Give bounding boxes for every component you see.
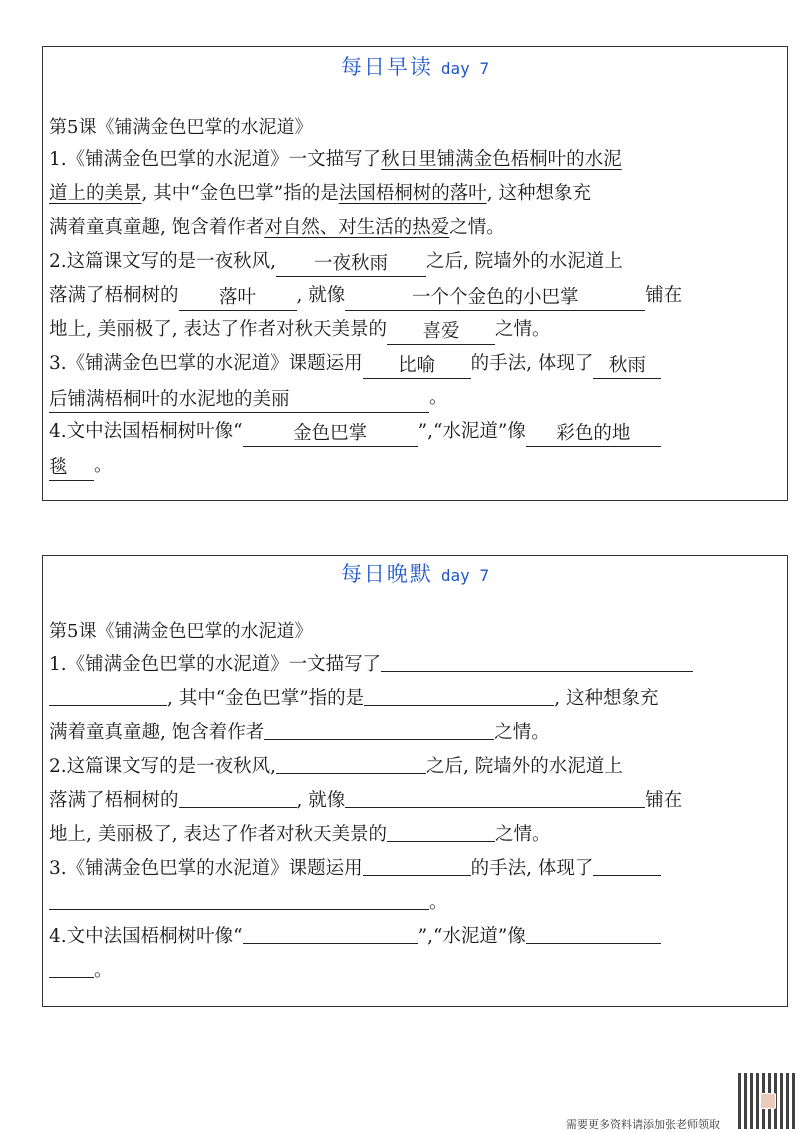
morning-day: day 7 (440, 59, 490, 78)
blank-field[interactable] (381, 648, 693, 672)
morning-reading-box (42, 46, 788, 501)
evening-q1-line3: 满着童真童趣, 饱含着作者 之情。 (49, 716, 781, 750)
answer: 一夜秋雨 (276, 253, 426, 277)
answer: 道上的美景 (49, 183, 142, 204)
evening-lesson: 第5课《铺满金色巴掌的水泥道》 (49, 621, 313, 642)
answer: 彩色的地 (526, 423, 661, 447)
answer: 对自然、对生活的热爱 (264, 217, 450, 238)
morning-q2-line2: 落满了梧桐树的 落叶 , 就像 一个个金色的小巴掌 铺在 (49, 279, 781, 313)
blank-field[interactable] (387, 818, 495, 842)
evening-q3-line1: 3.《铺满金色巴掌的水泥道》课题运用 的手法, 体现了 (49, 852, 781, 886)
answer: 比喻 (363, 355, 471, 379)
evening-q3-line2: 。 (49, 886, 781, 920)
blank-field[interactable] (243, 920, 418, 944)
blank-field[interactable] (363, 852, 471, 876)
avatar (760, 1093, 776, 1109)
blank-field[interactable] (593, 852, 661, 876)
answer: 一个个金色的小巴掌 (345, 287, 645, 311)
qr-code-icon[interactable] (738, 1073, 798, 1129)
morning-q1-line1: 1.《铺满金色巴掌的水泥道》一文描写了秋日里铺满金色梧桐叶的水泥 (49, 149, 622, 170)
evening-q4-line1: 4.文中法国梧桐树叶像“ ”,“水泥道”像 (49, 920, 781, 954)
morning-q2-line3: 地上, 美丽极了, 表达了作者对秋天美景的 喜爱 之情。 (49, 313, 781, 347)
blank-field[interactable] (526, 920, 661, 944)
morning-q2-line1: 2.这篇课文写的是一夜秋风, 一夜秋雨 之后, 院墙外的水泥道上 (49, 245, 781, 279)
evening-day: day 7 (440, 566, 490, 585)
morning-title (43, 51, 787, 81)
answer: 秋日里铺满金色梧桐叶的水泥 (381, 149, 622, 170)
evening-q1-line1: 1.《铺满金色巴掌的水泥道》一文描写了 (49, 648, 781, 682)
footer-note: 需要更多资料请添加张老师领取 (566, 1118, 720, 1131)
evening-title-text: 每日晚默 (340, 562, 433, 586)
blank-field[interactable] (276, 750, 426, 774)
evening-title (43, 558, 787, 588)
morning-q4-line1: 4.文中法国梧桐树叶像“ 金色巴掌 ”,“水泥道”像 彩色的地 (49, 415, 781, 449)
morning-q4-line2: 毯 。 (49, 449, 781, 483)
blank-field[interactable] (364, 682, 554, 706)
answer: 喜爱 (387, 321, 495, 345)
answer: 金色巴掌 (243, 423, 418, 447)
morning-q1-line2: 道上的美景, 其中“金色巴掌”指的是法国梧桐树的落叶, 这种想象充 (49, 183, 591, 204)
blank-field[interactable] (179, 784, 297, 808)
morning-q3-line1: 3.《铺满金色巴掌的水泥道》课题运用 比喻 的手法, 体现了 秋雨 (49, 347, 781, 381)
answer: 落叶 (179, 287, 297, 311)
answer: 后铺满梧桐叶的水泥地的美丽 (49, 389, 429, 413)
evening-q1-line2: , 其中“金色巴掌”指的是 , 这种想象充 (49, 682, 781, 716)
evening-q2-line3: 地上, 美丽极了, 表达了作者对秋天美景的 之情。 (49, 818, 781, 852)
evening-q2-line2: 落满了梧桐树的 , 就像 铺在 (49, 784, 781, 818)
blank-field[interactable] (49, 886, 429, 910)
morning-lesson: 第5课《铺满金色巴掌的水泥道》 (49, 117, 313, 138)
blank-field[interactable] (264, 716, 494, 740)
evening-q2-line1: 2.这篇课文写的是一夜秋风, 之后, 院墙外的水泥道上 (49, 750, 781, 784)
morning-title-text: 每日早读 (340, 55, 433, 79)
morning-q3-line2: 后铺满梧桐叶的水泥地的美丽 。 (49, 381, 781, 415)
answer: 秋雨 (593, 355, 661, 379)
blank-field[interactable] (345, 784, 645, 808)
answer: 毯 (49, 457, 94, 481)
evening-dictation-box (42, 555, 788, 1007)
answer: 法国梧桐树的落叶 (338, 183, 487, 204)
evening-q4-line2: 。 (49, 954, 781, 988)
morning-q1-line3: 满着童真童趣, 饱含着作者对自然、对生活的热爱之情。 (49, 217, 505, 238)
blank-field[interactable] (49, 954, 94, 978)
blank-field[interactable] (49, 682, 167, 706)
